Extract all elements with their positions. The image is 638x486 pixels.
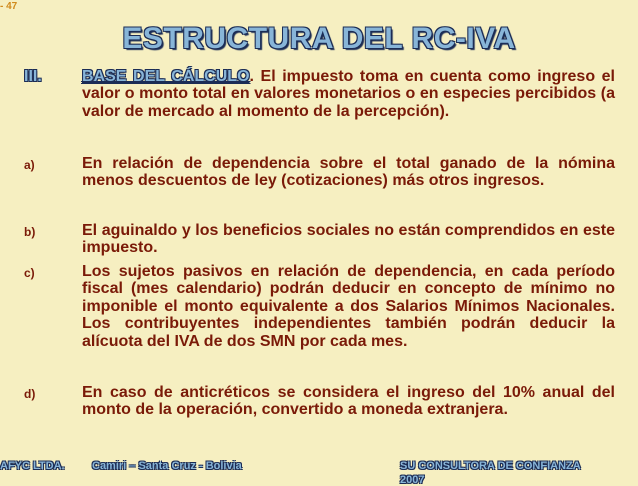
footer-locations: Camiri – Santa Cruz - Bolivia <box>92 460 242 472</box>
intro-body: . El impuesto toma en cuenta como ingreso el valor o monto total en valores monetarios o en especies percibidos (a valor de mercado al momento de la percepción). <box>82 68 616 120</box>
footer-company: AFYC LTDA. <box>0 460 65 472</box>
item-marker-c: c) <box>24 266 35 280</box>
footer-year: 2007 <box>400 474 425 486</box>
section-heading: BASE DEL CÁLCULO <box>82 68 250 85</box>
item-text-d: En caso de anticréticos se considera el ingreso del 10% anual del monto de la operación, convertido a moneda extranjera. <box>82 384 615 419</box>
item-marker-a: a) <box>24 158 35 172</box>
item-marker-d: d) <box>24 387 36 401</box>
intro-text <box>82 68 615 120</box>
item-text-b: El aguinaldo y los beneficios sociales no están comprendidos en este impuesto. <box>82 222 615 257</box>
item-marker-b: b) <box>24 225 36 239</box>
footer <box>0 458 638 486</box>
slide-title: ESTRUCTURA DEL RC-IVA <box>122 22 516 55</box>
footer-slogan: SU CONSULTORA DE CONFIANZA <box>400 460 581 472</box>
item-text-c: Los sujetos pasivos en relación de dependencia, en cada período fiscal (mes calendario) podrán deducir en concepto de mínimo no imponible el monto equivalente a dos Salarios Mínimos Nacionales. Los contribuyentes independientes también podrán deducir la alícuota del IVA de dos SMN por cada mes. <box>82 263 615 350</box>
item-marker-iii: III. <box>24 68 42 85</box>
slide-number: - 47 <box>0 1 18 12</box>
item-text-a: En relación de dependencia sobre el total ganado de la nómina menos descuentos de ley (cotizaciones) más otros ingresos. <box>82 155 615 190</box>
